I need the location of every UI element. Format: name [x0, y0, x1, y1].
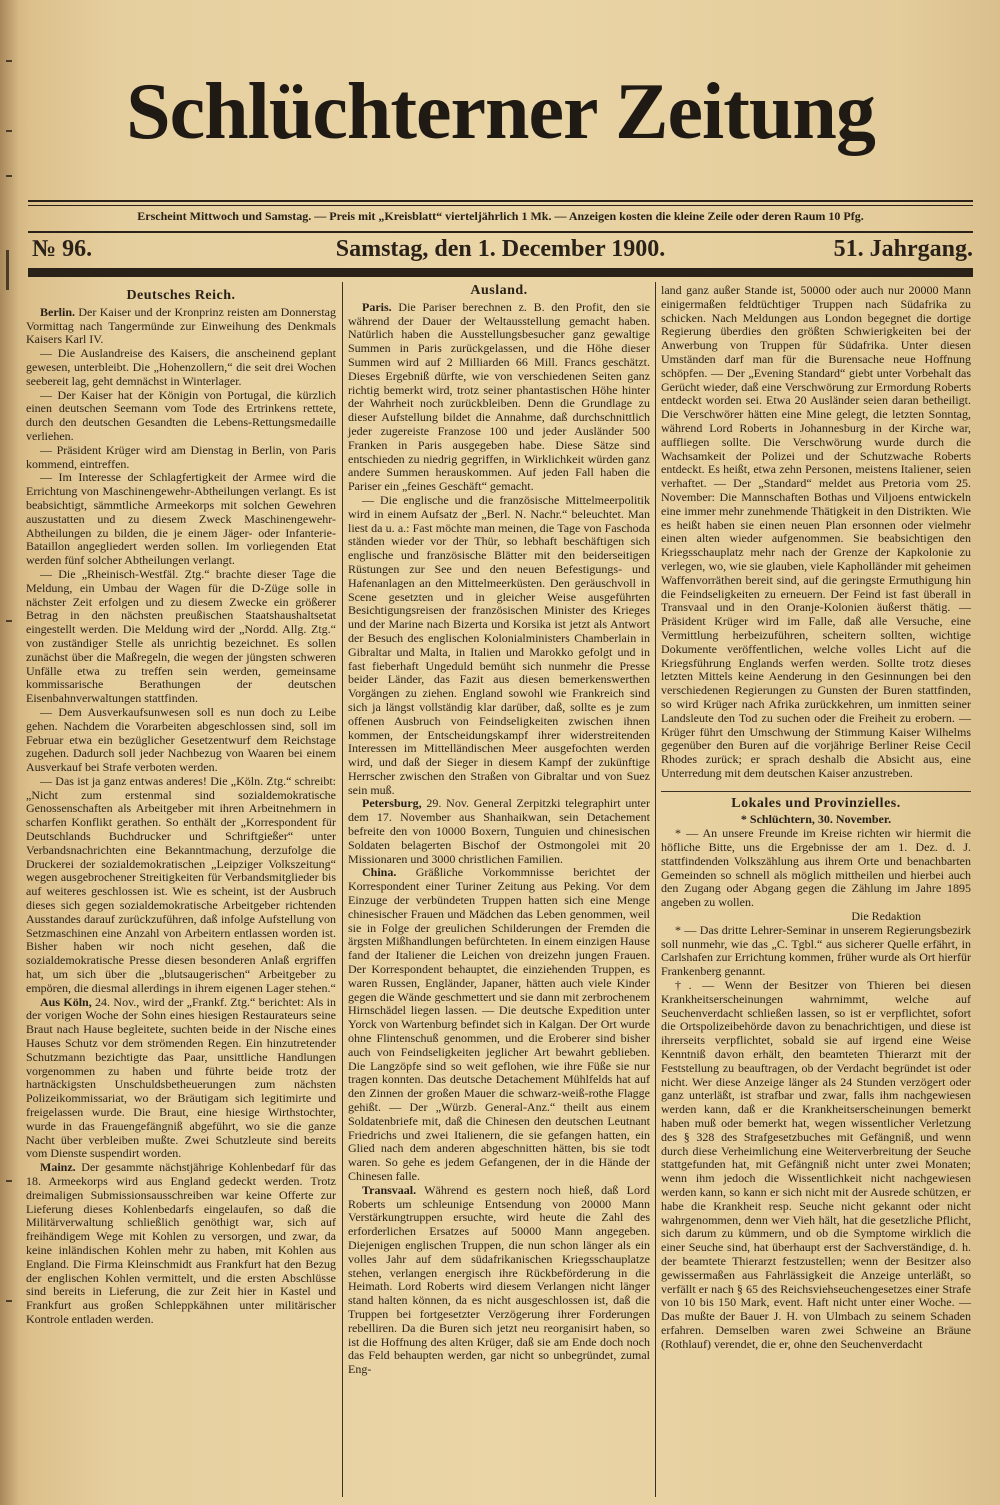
- article-paragraph: Paris. Die Pariser berechnen z. B. den Profit, den sie während der Dauer der Weltausstellung gemacht haben. Natürlich haben die Ausstellungsbesucher ganz gewaltige Summen in Paris zurückgelassen, und die Höhe dieser Summen wird auf 2 Milliarden 66 Mill. Francs geschätzt. Dieses Ergebniß dürfte, wie von verschiedenen Seiten ganz richtig bemerkt wird, trotz seiner phantastischen Höhe hinter der Wahrheit noch zurückbleiben. Denn die Grundlage zu dieser Aufstellung bildet die Annahme, daß durchschnittlich jeder zugereiste Franzose 100 und jeder Ausländer 500 Franken in Paris ausgegeben habe. Diese Sätze sind entschieden zu niedrig gegriffen, in Wirklichkeit würden ganz andere Summen herauskommen. Auf jeden Fall haben die Pariser ein „feines Geschäft“ gemacht.: [348, 299, 650, 494]
- column-continuation-and-local: [661, 284, 971, 1352]
- divider: [661, 791, 971, 792]
- article-paragraph: — Präsident Krüger wird am Dienstag in Berlin, von Paris kommend, eintreffen.: [26, 442, 336, 471]
- column-divider: [655, 282, 656, 1497]
- column-deutsches-reich: [26, 284, 336, 1327]
- column-ausland: [348, 284, 650, 1377]
- divider: [28, 200, 973, 202]
- publication-info: Erscheint Mittwoch und Samstag. — Preis mit „Kreisblatt“ vierteljährlich 1 Mk. — Anzeigen kosten die kleine Zeile oder deren Raum 10 Pfg.: [137, 209, 864, 223]
- article-paragraph: †. — Wenn der Besitzer von Thieren bei diesen Krankheitserscheinungen wahrnimmt, welche auf Seuchenverdacht schließen lassen, so ist er verpflichtet, sofort die Ortspolizeibehörde davon zu benachrichtigen, und diese ist ihrerseits verpflichtet, sobald sie auf irgend eine Weise Kenntniß davon erhält, den beamteten Thierarzt mit der Feststellung zu beauftragen, ob der Verdacht begründet ist oder nicht. Wer diese Anzeige länger als 24 Stunden verzögert oder ganz unterläßt, ist strafbar und zwar, falls ihm nachgewiesen werden kann, daß er die Krankheitserscheinungen bemerkt haben muß oder bemerkt hat, wegen wissentlicher Verletzung des § 328 des Strafgesetzbuches mit Gefängniß, und wenn durch diese Verheimlichung eine Weiterverbreitung der Seuche stattgefunden hat, mit Gefängniß nicht unter zwei Monaten; wenn ihm jedoch die Wissentlichkeit nicht nachgewiesen werden kann, so kann er sich nicht mit der Ausrede schützen, er habe die Krankheit resp. Seuche nicht gekannt oder nicht wahrgenommen, denn wer Vieh hält, hat die gesetzliche Pflicht, sich darum zu kümmern, und ob die Symptome wirklich die einer Seuche sind, hat überhaupt erst der Sachverständige, d. h. der beamtete Thierarzt festzustellen; wenn der Besitzer also gewissermaßen aus Fahrlässigkeit die Anzeige unterläßt, so verfällt er nach § 65 des Reichsviehseuchengesetzes einer Strafe von 10 bis 150 Mark, event. Haft nicht unter einer Woche. — Das mußte der Bauer J. H. von Ulmbach zu seinem Schaden erfahren. Demselben waren zwei Schweine an Bräune (Rothlauf) verendet, die er, ohne den Seuchenverdacht: [661, 978, 971, 1351]
- article-paragraph: — Die englische und die französische Mittelmeerpolitik wird in einem Aufsatz der „Berl. N. Nachr.“ beleuchtet. Man liest da u. a.: Fast möchte man meinen, die Tage von Faschoda ständen wieder vor der Thür, so lebhaft beschäftigen sich englische und französische Blätter mit den beiderseitigen Rüstungen zur See und den neuen Befestigungs- und Hafenanlagen an den Mittelmeerküsten. Den geräuschvoll in Scene gesetzten und in gleicher Weise ausgeführten Besichtigungsreisen der französischen Minister des Krieges und der Marine nach Bizerta und Korsika ist jetzt als Antwort der Besuch des englischen Kolonialministers Chamberlain in Gibraltar und Malta, in Italien und Marokko gefolgt und in fast fieberhaft Ungeduld bemüht sich nunmehr die Presse beider Länder, das Fazit aus diesen bemerkenswerthen Vorgängen zu ziehen. England sowohl wie Frankreich sind sich ja längst vollständig klar darüber, daß, sollte es je zum offenen Ausbruch von Feindseligkeiten zwischen ihnen kommen, der Entscheidungskampf ihrer widerstreitenden Interessen im Mittelländischen Meer ausgefochten werden wird, und daß der Sieger in diesem Kampf der zukünftige Herrscher zwischen den Straßen von Gibraltar und von Suez sein muß.: [348, 492, 650, 797]
- article-paragraph: Petersburg, 29. Nov. General Zerpitzki telegraphirt unter dem 17. November aus Shanhaikwan, sein Detachement befreite den von 10000 Boxern, Tunguien und chinesischen Soldaten belagerten Bischof der Ostmongolei mit 20 Missionaren und 3000 christlichen Familien.: [348, 796, 650, 866]
- article-paragraph: — Dem Ausverkaufsunwesen soll es nun doch zu Leibe gehen. Nachdem die Vorarbeiten abgeschlossen sind, soll im Februar etwa ein bezüglicher Gesetzentwurf dem Reichstage zugehen. Dadurch soll jeder Nachbezug von Waaren bei einem Ausverkauf bei Strafe verboten werden.: [26, 704, 336, 775]
- article-paragraph: Mainz. Der gesammte nächstjährige Kohlenbedarf für das 18. Armeekorps wird aus England gedeckt werden. Trotz dreimaligen Submissionsausschreiben war keine Offerte zur Lieferung dieses Kohlenbedarfs eingelaufen, so daß die Militärverwaltung schließlich genöthigt war, sich auf freihändigem Wege mit Kohlen zu versorgen, und zwar, da keine inländischen Kohlen mehr zu haben, mit Kohlen aus England. Die Firma Kleinschmidt aus Frankfurt hat den Bezug der englischen Kohlen vermittelt, und die ersten Abschlüsse sind bereits in Lieferung, die zur Zeit hier in Kastel und Frankfurt aus großen Schleppkähnen unter militärischer Kontrole entladen werden.: [26, 1160, 336, 1326]
- column-divider: [342, 282, 343, 1497]
- article-paragraph: — Der Kaiser hat der Königin von Portugal, die kürzlich einen deutschen Seemann vom Tode des Ertrinkens rettete, durch den deutschen Gesandten die Lebens-Rettungsmedaille verliehen.: [26, 387, 336, 443]
- page-binding-edge: [0, 0, 20, 1505]
- article-paragraph: — Die Auslandreise des Kaisers, die anscheinend geplant gewesen, unterbleibt. Die „Hohenzollern,“ die seit drei Wochen seebereit lag, geht demnächst in Winterlager.: [26, 346, 336, 388]
- article-paragraph: — Die „Rheinisch-Westfäl. Ztg.“ brachte dieser Tage die Meldung, ein Umbau der Wagen für die D-Züge solle in nächster Zeit erfolgen und zu diesem Zwecke ein größerer Betrag in den nächsten preußischen Staatshaushaltsetat eingestellt werden. Die Meldung wird der „Nordd. Allg. Ztg.“ von zuständiger Stelle als unrichtig bezeichnet. Es sollen zunächst über die Maßregeln, die wegen der jüngsten schweren Unfälle etwa zu treffen sein werden, gemeinsame kommissarische Berathungen der deutschen Eisenbahnverwaltungen stattfinden.: [26, 566, 336, 706]
- section-heading: Lokales und Provinzielles.: [731, 795, 901, 811]
- newspaper-title: Schlüchterner Zeitung: [126, 68, 875, 156]
- signature: Die Redaktion: [851, 909, 921, 924]
- volume-year: 51. Jahrgang.: [833, 236, 973, 262]
- article-paragraph: — Im Interesse der Schlagfertigkeit der Armee wird die Errichtung von Maschinengewehr-Abtheilungen verlangt. Es ist beabsichtigt, sämmtliche Armeekorps mit solchen Gewehren auszustatten und zu diesem Zweck Maschinengewehr-Abtheilungen zu bilden, die je einem Jäger- oder Infanterie-Bataillon angegliedert werden sollen. Im vorliegenden Etat werden fünf solcher Abtheilungen verlangt.: [26, 470, 336, 568]
- article-paragraph: China. Gräßliche Vorkommnisse berichtet der Korrespondent einer Turiner Zeitung aus Peking. Vor dem Einzuge der verbündeten Truppen hatten sich eine Menge chinesischer Frauen und Mädchen das Leben genommen, weil sie in Folge der greulichen Schilderungen der Fremden die ärgsten Mißhandlungen befürchteten. In einem einzigen Hause fand der Italiener die Leichen von dreizehn jungen Frauen. Der Korrespondent behauptet, die einziehenden Truppen, es waren Russen, Engländer, Japaner, hätten auch viele Kinder gegen die Wände geschmettert und sie dann mit zerbrochenem Hirnschädel liegen lassen. — Die deutsche Expedition unter Yorck von Wartenburg befindet sich in Kalgan. Der Ort wurde ohne Flintenschuß genommen, und die Eroberer sind bisher auch von Feindseligkeiten jeglicher Art bewahrt geblieben. Die Langzöpfe sind so weit geflohen, wie ihre Füße sie nur tragen konnten. Das deutsche Detachement Mühlfelds hat auf den Zinnen der großen Mauer die schwarz-weiß-rothe Flagge gehißt. — Der „Würzb. General-Anz.“ theilt aus einem Soldatenbriefe mit, daß die Chinesen den deutschen Leutnant Friedrichs und zwei Italienern, die sie gefangen hatten, ein Glied nach dem anderen abgeschnitten hätten, bis sie todt waren. So gehe es jedem Gefangenen, der in die Hände der Chinesen falle.: [348, 865, 650, 1183]
- issue-number: № 96.: [32, 236, 93, 262]
- article-paragraph: — Das ist ja ganz entwas anderes! Die „Köln. Ztg.“ schreibt: „Nicht zum erstenmal sind sozialdemokratische Genossenschaften als Arbeitgeber mit ihren Arbeitnehmern in scharfen Konflikt gerathen. So enthält der „Korrespondent für Deutschlands Buchdrucker und Schriftgießer“ unter Verbandsnachrichten eine Bekanntmachung, derzufolge die Druckerei der sozialdemokratischen „Leipziger Volkszeitung“ wegen ausgebrochener Streitigkeiten für Verbandsmitglieder bis auf weiteres geschlossen ist. Wie es scheint, ist der Ausbruch dieses sich gegen sozialdemokratische Arbeitgeber richtenden Ausstandes darauf zurückzuführen, daß infolge Aufstellung von Setzmaschinen eine Anzahl von Arbeitern entlassen worden ist. Bisher haben wir noch nicht gesehen, daß die sozialdemokratische Presse diesen besonderen Anlaß ergriffen hat, um sich über die „blutsaugerischen“ Arbeitgeber zu empören, die diesmal allerdings in ihrem eigenen Lager stehen.“: [26, 773, 336, 995]
- thick-divider: [28, 268, 973, 277]
- issue-date: Samstag, den 1. December 1900.: [335, 236, 666, 262]
- divider: [28, 231, 973, 233]
- article-paragraph: Transvaal. Während es gestern noch hieß, daß Lord Roberts um schleunige Entsendung von 20000 Mann Verstärkungtruppen ersuchte, wird heute die Zahl des erforderlichen Ersatzes auf 50000 Mann angegeben. Diejenigen englischen Truppen, die nun schon länger als ein volles Jahr auf dem südafrikanischen Kriegsschauplatze stehen, verlangen energisch ihre Rückbeförderung in die Heimath. Lord Roberts wird diesem Verlangen nicht länger stand halten können, da es nicht ausgeschlossen ist, daß die Truppen bei fortgesetzter Verzögerung ihrer Forderungen rebelliren. Da die Buren sich jetzt neu reorganisirt haben, so ist die Hoffnung des alten Krüger, daß sie am Ende doch noch das Feld behaupten werden, gar nicht so unbegründet, zumal Eng-: [348, 1182, 650, 1377]
- article-paragraph: land ganz außer Stande ist, 50000 oder auch nur 20000 Mann einigermaßen feldtüchtiger Truppen nach Südafrika zu schicken. Nach Meldungen aus London begegnet die dortige Regierung überdies den größten Schwierigkeiten bei der Anwerbung von Truppen für Südafrika. Unter diesen Umständen darf man für die Burensache neue Hoffnung schöpfen. — Der „Evening Standard“ giebt unter Vorbehalt das Gerücht wieder, daß eine Verschwörung zur Ermordung Roberts entdeckt worden sei. Etwa 20 Ausländer seien daran betheiligt. Die Verschwörer hätten eine Mine gelegt, die letzten Sonntag, während Lord Roberts in Johannesburg in der Kirche war, auffliegen sollte. Die Verschwörung wurde durch die Wachsamkeit der Polizei und der Schutzwache Roberts entdeckt. Es heißt, etwa zehn Personen, meistens Italiener, seien verhaftet. — Der „Standard“ meldet aus Pretoria vom 25. November: Die Mannschaften Bothas und Viljoens entwickeln eine immer mehr zunehmende Thätigkeit in den Distrikten. Wie es heißt haben sie einen neuen Plan ersonnen oder vielmehr einen alten wieder aufgenommen. Sie beabsichtigen den Kriegsschauplatz mehr nach der Grenze der Kapkolonie zu verlegen, wo, wie sie glauben, viele Kapholländer mit geheimen Waffenvorräthen bereit sind, auf die geringste Ermuthigung hin die Feindseligkeiten zu erneuern. Der Feind ist fast überall in Transvaal und in den Oranje-Kolonien äußerst thätig. — Präsident Krüger wird im Falle, daß alle Versuche, eine Vermittlung herbeizuführen, scheitern sollten, wichtige Dokumente veröffentlichen, welche volles Licht auf die Kriegsführung Englands werfen werden. Sollte trotz dieses letzten Mittels keine Aenderung in den Gesinnungen bei den verschiedenen Regierungen zu Gunsten der Buren stattfinden, so wird Krüger nach Afrika zurückkehren, um inmitten seiner Landsleute den Tod zu suchen oder die Freiheit zu erobern. — Krüger führt den Umschwung der Stimmung Kaiser Wilhelms gegenüber den Buren auf die vorjährige Berliner Reise Cecil Rhodes zurück; er sprach deshalb die Absicht aus, eine Unterredung mit dem deutschen Kaiser anzustreben.: [661, 283, 971, 780]
- article-paragraph: Berlin. Der Kaiser und der Kronprinz reisten am Donnerstag Vormittag nach Tangermünde zur Einweihung des Denkmals Kaisers Karl IV.: [26, 304, 336, 347]
- article-paragraph: * — An unsere Freunde im Kreise richten wir hiermit die höfliche Bitte, uns die Ergebnisse der am 1. Dez. d. J. stattfindenden Volkszählung aus ihrem Orte und benachbarten Gemeinden so schnell als möglich mittheilen und hierbei auch den Zugang oder Abgang gegen die Zählung im Jahre 1895 angeben zu wollen.: [661, 826, 971, 910]
- local-dateline: * Schlüchtern, 30. November.: [740, 812, 892, 827]
- article-paragraph: Aus Köln, 24. Nov., wird der „Frankf. Ztg.“ berichtet: Als in der vorigen Woche der Sohn eines hiesigen Restaurateurs seine Braut nach Hause begleitete, suchten beide in der Nische eines Hauses Schutz vor dem strömenden Regen. Ein hinzutretender Schutzmann bezichtigte das Paar, unsittliche Handlungen vorgenommen zu haben und führte beide trotz der hartnäckigsten Unschuldsbetheuerungen zum nächsten Polizeikommissariat, wo der Bräutigam sich legitimirte und freigelassen wurde. Die Braut, eine hiesige Wirthstochter, wurde in das Frauengefängniß abgeführt, wo sie die ganze Nacht über verbleiben mußte. Zwei Schutzleute sind bereits vom Dienste suspendirt worden.: [26, 994, 336, 1161]
- section-heading: Ausland.: [470, 283, 528, 298]
- article-paragraph: * — Das dritte Lehrer-Seminar in unserem Regierungsbezirk soll nunmehr, wie das „C. Tgbl.“ aus sicherer Quelle erfährt, in Carlshafen zur Errichtung kommen, früher wurde als Ort hierfür Frankenberg genannt.: [661, 922, 971, 979]
- section-heading: Deutsches Reich.: [126, 288, 236, 303]
- issue-dateline: [28, 236, 973, 264]
- divider: [28, 205, 973, 206]
